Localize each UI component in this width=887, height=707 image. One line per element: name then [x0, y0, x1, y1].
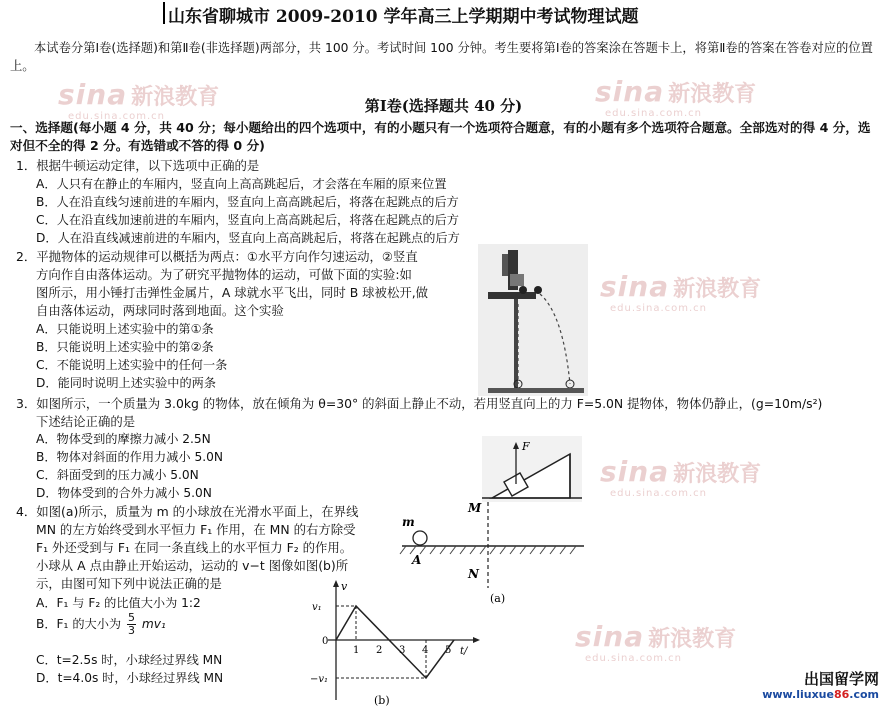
q1-option-a: A．人只有在静止的车厢内，竖直向上高高跳起后，才会落在车厢的原来位置 [36, 177, 447, 191]
q1-option-c: C．人在沿直线加速前进的车厢内，竖直向上高高跳起后，将落在起跳点的后方 [36, 213, 459, 227]
q4-fig-b-curve [336, 606, 454, 678]
q3-force-label: F [522, 440, 530, 453]
q4-fig-b-tick: 3 [399, 645, 406, 656]
site-logo-url-pre: www.liuxue [762, 688, 834, 701]
q3-option-a: A．物体受到的摩擦力减小 2.5N [36, 432, 211, 446]
title-cursor-bar [163, 2, 165, 24]
q1-option-d: D．人在沿直线减速前进的车厢内，竖直向上高高跳起后，将落在起跳点的后方 [36, 231, 460, 245]
q4-fig-a-caption: (a) [490, 592, 506, 605]
site-logo-url [762, 688, 879, 701]
q3-stem-line: 下述结论正确的是 [36, 414, 136, 429]
q4-option-b-fraction [127, 612, 136, 637]
q3-figure-incline [482, 436, 582, 502]
watermark: sina 新浪教育 edu.sina.com.cn [595, 75, 757, 119]
q4-option-d: D．t=4.0s 时，小球经过界线 MN [36, 671, 224, 685]
q3-option-b: B．物体对斜面的作用力减小 5.0N [36, 450, 223, 464]
q4-option-b-numerator: 5 [127, 611, 135, 624]
q4-figure-b [308, 578, 484, 706]
q4-option-b-suffix: mv₁ [141, 617, 166, 631]
q2-figure-projectile [478, 244, 588, 396]
q2-option-d: D．能同时说明上述实验中的两条 [36, 376, 217, 390]
section-title: 第Ⅰ卷(选择题共 40 分) [364, 97, 523, 115]
q3-stem-line: 3．如图所示，一个质量为 3.0kg 的物体，放在倾角为 θ=30° 的斜面上静止不动，若用竖直向上的力 F=5.0N 提物体，物体仍静止，(g=10m/s²) [16, 396, 823, 411]
q2-stem-line: 2．平抛物体的运动规律可以概括为两点：①水平方向作匀速运动，②竖直 [16, 249, 418, 264]
q2-stem-line: 图所示，用小锤打击弹性金属片，A 球就水平飞出，同时 B 球被松开,做 [36, 285, 429, 300]
q4-option-b [36, 612, 166, 637]
watermark: sina 新浪教育 edu.sina.com.cn [600, 270, 762, 314]
q4-fig-b-tick: 1 [353, 645, 360, 656]
q4-fig-b-tick: 2 [376, 645, 383, 656]
q3-option-c: C．斜面受到的压力减小 5.0N [36, 468, 199, 482]
q4-fig-b-caption: (b) [374, 694, 390, 706]
watermark: sina 新浪教育 edu.sina.com.cn [58, 78, 220, 122]
q4-option-c: C．t=2.5s 时，小球经过界线 MN [36, 653, 223, 667]
q4-fig-b-zero: 0 [322, 636, 329, 647]
q4-fig-a-point-label: A [412, 553, 422, 567]
site-logo-url-num: 86 [833, 688, 850, 701]
q4-option-b-denominator: 3 [127, 624, 135, 637]
q2-option-b: B．只能说明上述实验中的第②条 [36, 340, 214, 354]
q4-stem-line: MN 的左方始终受到水平恒力 F₁ 作用，在 MN 的右方除受 [36, 522, 356, 537]
intro-paragraph: 本试卷分第Ⅰ卷(选择题)和第Ⅱ卷(非选择题)两部分，共 100 分。考试时间 100 分钟。考生要将第Ⅰ卷的答案涂在答题卡上，将第Ⅱ卷的答案在答卷对应的位置上。 [10, 41, 873, 73]
q4-fig-a-mass-label: m [402, 515, 415, 529]
site-logo-name: 出国留学网 [803, 670, 879, 688]
watermark: sina 新浪教育 edu.sina.com.cn [600, 455, 762, 499]
q4-option-b-prefix: B．F₁ 的大小为 [36, 617, 122, 631]
q2-option-c: C．不能说明上述实验中的任何一条 [36, 358, 228, 372]
q4-fig-b-t-label: t/ [460, 646, 468, 657]
q4-stem-line: 小球从 A 点由静止开始运动，运动的 v−t 图像如图(b)所 [36, 558, 349, 573]
q4-stem-line: 示，由图可知下列中说法正确的是 [36, 576, 222, 591]
q2-stem-line: 方向作自由落体运动。为了研究平抛物体的运动，可做下面的实验:如 [36, 267, 412, 282]
q4-fig-a-m-label: M [468, 501, 482, 515]
q3-option-d: D．物体受到的合外力减小 5.0N [36, 486, 212, 500]
q4-fig-a-n-label: N [468, 567, 479, 581]
q2-stem-line: 自由落体运动，两球同时落到地面。这个实验 [36, 303, 284, 318]
q4-fig-b-v-label: v [341, 580, 348, 593]
section-heading: 一、选择题(每小题 4 分，共 40 分；每小题给出的四个选项中，有的小题只有一个选项符合题意，有的小题有多个选项符合题意。全部选对的得 4 分，选对但不全的得 2 分。有选错或不答的得 0 分) [10, 120, 871, 153]
watermark: sina 新浪教育 edu.sina.com.cn [575, 620, 737, 664]
q4-fig-b-tick: 5 [445, 645, 452, 656]
q4-fig-b-tick: 4 [422, 645, 429, 656]
q4-option-a: A．F₁ 与 F₂ 的比值大小为 1:2 [36, 596, 201, 610]
q1-stem: 1．根据牛顿运动定律，以下选项中正确的是 [16, 158, 260, 173]
q4-stem-line: 4．如图(a)所示，质量为 m 的小球放在光滑水平面上，在界线 [16, 504, 359, 519]
q4-fig-b-v1-label: v₁ [312, 602, 322, 613]
q2-option-a: A．只能说明上述实验中的第①条 [36, 322, 214, 336]
site-logo-url-post: .com [849, 688, 879, 701]
q1-option-b: B．人在沿直线匀速前进的车厢内，竖直向上高高跳起后，将落在起跳点的后方 [36, 195, 459, 209]
q4-fig-b-neg-v1-label: −v₁ [310, 674, 329, 685]
q4-stem-line: F₁ 外还受到与 F₁ 在同一条直线上的水平恒力 F₂ 的作用。 [36, 540, 353, 555]
page-title: 山东省聊城市 2009-2010 学年高三上学期期中考试物理试题 [168, 7, 639, 27]
